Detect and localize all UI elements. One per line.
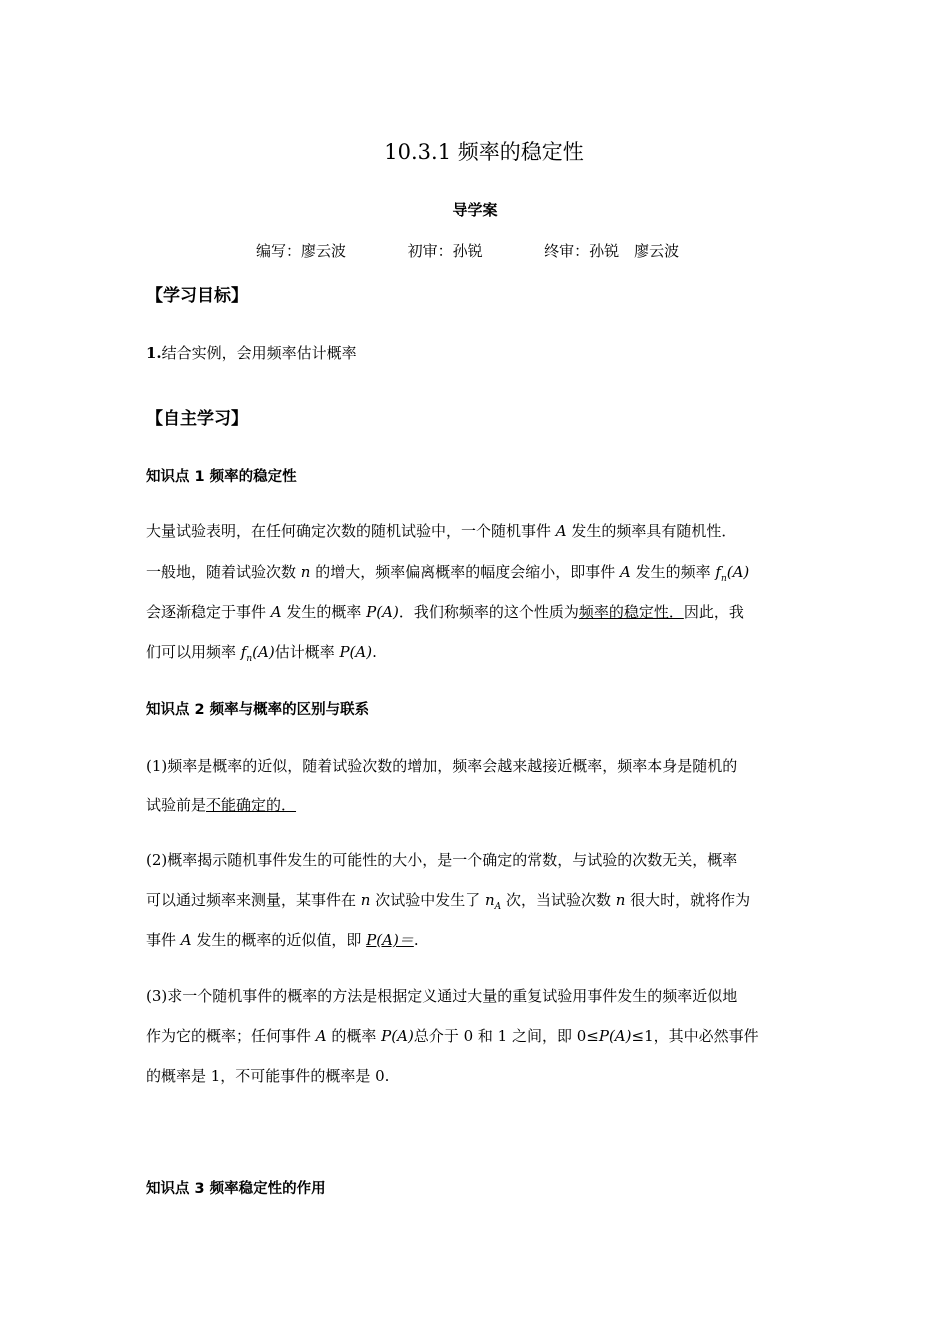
- kp2-para3-line-2: 作为它的概率；任何事件 A 的概率 P(A)总介于 0 和 1 之间，即 0≤P(A)≤1，其中必然事件: [146, 1027, 759, 1045]
- underline-frequency-stability: 频率的稳定性．: [578, 603, 684, 621]
- underline-pa-equals: P(A)＝: [366, 931, 414, 949]
- knowledge-point-1-title: 知识点 1 频率的稳定性: [146, 469, 297, 485]
- kp1-line-1: 大量试验表明，在任何确定次数的随机试验中，一个随机事件 A 发生的频率具有随机性．: [146, 522, 737, 540]
- section-self-study-heading: 【自主学习】: [146, 409, 248, 429]
- section-goals-heading: 【学习目标】: [146, 286, 248, 306]
- kp2-para1-line-2: 试验前是不能确定的．: [146, 796, 297, 814]
- kp1-line-3: 会逐渐稳定于事件 A 发生的概率 P(A)．我们称频率的这个性质为频率的稳定性．因此，我: [146, 603, 744, 621]
- knowledge-point-2-title: 知识点 2 频率与概率的区别与联系: [146, 702, 370, 718]
- knowledge-point-3-title: 知识点 3 频率稳定性的作用: [146, 1181, 326, 1197]
- author-editor: 编写：廖云波: [256, 242, 347, 260]
- kp2-para3-line-1: (3)求一个随机事件的概率的方法是根据定义通过大量的重复试验用事件发生的频率近似地: [146, 987, 738, 1005]
- author-first-review: 初审：孙锐: [407, 242, 483, 260]
- kp1-line-2: 一般地，随着试验次数 n 的增大，频率偏离概率的幅度会缩小，即事件 A 发生的频率 $f_n(A)$: [146, 563, 750, 584]
- kp2-para2-line-2: 可以通过频率来测量，某事件在 n 次试验中发生了 $n_A$ 次，当试验次数 n 很大时，就将作为: [146, 891, 751, 912]
- goal-item-1: 1.结合实例，会用频率估计概率: [146, 344, 357, 362]
- kp2-para2-line-1: (2)概率揭示随机事件发生的可能性的大小，是一个确定的常数，与试验的次数无关，概率: [146, 851, 738, 869]
- authors-line: [256, 240, 679, 261]
- underline-undetermined: 不能确定的．: [206, 796, 297, 814]
- kp2-para2-line-3: 事件 A 发生的概率的近似值，即 P(A)＝.: [146, 931, 419, 949]
- kp2-para1-line-1: (1)频率是概率的近似，随着试验次数的增加，频率会越来越接近概率，频率本身是随机的: [146, 757, 738, 775]
- kp2-para3-line-3: 的概率是 1，不可能事件的概率是 0.: [146, 1067, 390, 1085]
- author-final-review: 终审：孙锐 廖云波: [544, 242, 680, 260]
- page-subtitle: 导学案: [452, 201, 498, 219]
- kp1-line-4: 们可以用频率 $f_n(A)$估计概率 P(A).: [146, 643, 377, 664]
- page-title: 10.3.1 频率的稳定性: [384, 140, 584, 164]
